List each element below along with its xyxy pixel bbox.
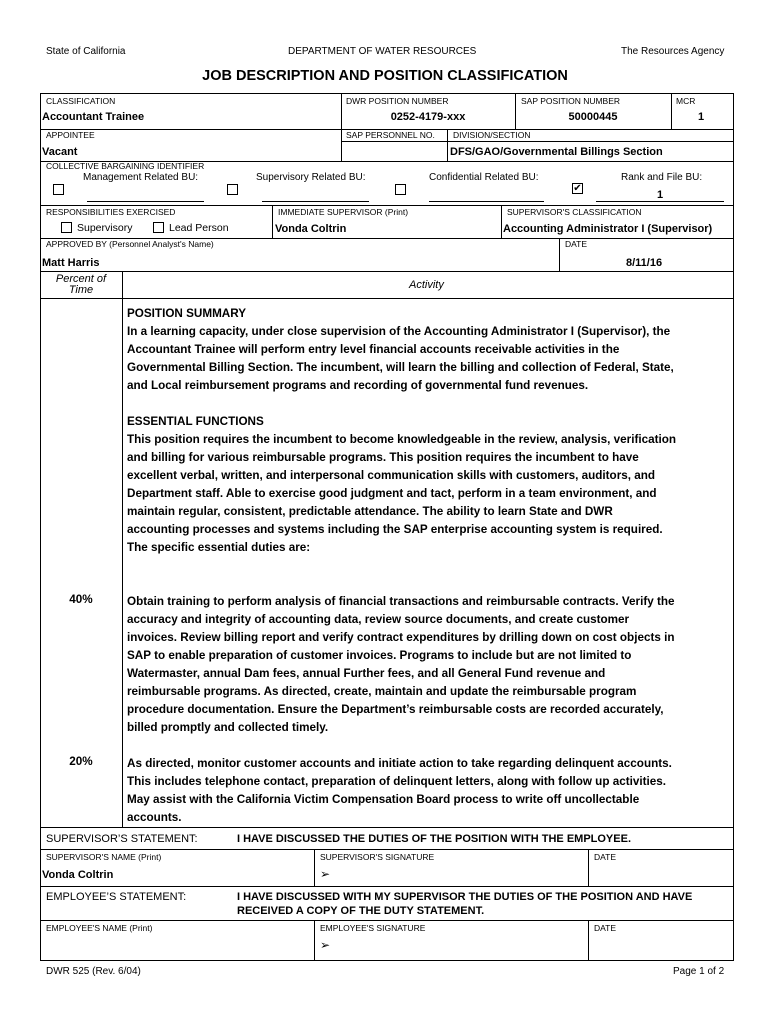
immediate-supervisor-value[interactable]: Vonda Coltrin	[275, 223, 347, 235]
duty-line: As directed, monitor customer accounts and initiate action to take regarding delinquent accounts.	[127, 757, 672, 770]
header-department: DEPARTMENT OF WATER RESOURCES	[288, 46, 477, 57]
duty-line: procedure documentation. Ensure the Department’s reimbursable costs are recorded accurately,	[127, 703, 664, 716]
sap-personnel-label: SAP PERSONNEL NO.	[346, 130, 435, 140]
employee-date-label: DATE	[594, 923, 617, 933]
responsibilities-label: RESPONSIBILITIES EXERCISED	[46, 207, 176, 217]
dwr-position-label: DWR POSITION NUMBER	[346, 96, 449, 106]
mcr-label: MCR	[676, 96, 696, 106]
employee-signature-arrow-icon[interactable]: ➢	[320, 938, 331, 952]
position-summary-heading: POSITION SUMMARY	[127, 307, 247, 320]
approved-date-value[interactable]: 8/11/16	[626, 257, 663, 269]
header-state: State of California	[46, 46, 126, 57]
lead-person-label: Lead Person	[169, 222, 229, 234]
supervisor-classification-label: SUPERVISOR'S CLASSIFICATION	[507, 207, 642, 217]
duty-line: billed promptly and collected timely.	[127, 721, 329, 734]
sap-position-label: SAP POSITION NUMBER	[521, 96, 621, 106]
duty-line: accuracy and integrity of accounting data, review source documents, and create customer	[127, 613, 630, 626]
rank-file-checkbox[interactable]: ✔	[573, 183, 582, 194]
duty-line: Obtain training to perform analysis of financial transactions and reimbursable contracts. Verify the	[127, 595, 675, 608]
supervisor-classification-value[interactable]: Accounting Administrator I (Supervisor)	[503, 223, 713, 235]
supervisory-related-checkbox[interactable]	[227, 184, 238, 195]
supervisor-statement-label: SUPERVISOR’S STATEMENT:	[46, 833, 198, 845]
duty-line: Watermaster, annual Dam fees, annual Further fees, and all General Fund revenue and	[127, 667, 606, 680]
dwr-position-value[interactable]: 0252-4179-xxx	[390, 111, 466, 123]
division-value[interactable]: DFS/GAO/Governmental Billings Section	[450, 146, 663, 158]
employee-statement-text-line1: I HAVE DISCUSSED WITH MY SUPERVISOR THE DUTIES OF THE POSITION AND HAVE	[237, 891, 693, 903]
form-number: DWR 525 (Rev. 6/04)	[46, 966, 141, 977]
classification-value[interactable]: Accountant Trainee	[42, 111, 145, 123]
essential-functions-heading: ESSENTIAL FUNCTIONS	[127, 415, 264, 428]
duty-line: This includes telephone contact, preparation of delinquent letters, along with follow up activities.	[127, 775, 666, 788]
page-number: Page 1 of 2	[673, 966, 725, 977]
immediate-supervisor-label: IMMEDIATE SUPERVISOR (Print)	[278, 207, 409, 217]
management-related-label: Management Related BU:	[83, 172, 199, 183]
duty-line: May assist with the California Victim Compensation Board process to write off uncollectable	[127, 793, 640, 806]
duty-line: accounts.	[127, 811, 182, 824]
percent-header-line1: Percent of	[55, 273, 107, 285]
form-title: JOB DESCRIPTION AND POSITION CLASSIFICATION	[202, 68, 568, 84]
supervisor-date-label: DATE	[594, 852, 617, 862]
supervisor-statement-text: I HAVE DISCUSSED THE DUTIES OF THE POSITION WITH THE EMPLOYEE.	[237, 833, 631, 845]
lead-person-checkbox[interactable]	[153, 222, 164, 233]
supervisor-signature-arrow-icon[interactable]: ➢	[320, 867, 331, 881]
duty-line: SAP to enable preparation of customer invoices. Programs to include but are not limited to	[127, 649, 632, 662]
summary-line: In a learning capacity, under close supervision of the Accounting Administrator I (Supervisor), the	[127, 325, 671, 338]
supervisory-option-label: Supervisory	[77, 222, 133, 234]
essential-line: Department staff. Able to exercise good judgment and tact, perform in a team environment, and	[127, 487, 657, 500]
essential-line: The specific essential duties are:	[127, 541, 311, 554]
summary-line: and Local reimbursement programs and recording of governmental fund revenues.	[127, 379, 589, 392]
duty-percent: 20%	[69, 755, 93, 768]
employee-statement-text-line2: RECEIVED A COPY OF THE DUTY STATEMENT.	[237, 905, 485, 917]
essential-line: maintain regular, consistent, predictable attendance. The ability to learn State and DWR	[127, 505, 613, 518]
duty-line: invoices. Review billing report and verify contract expenditures by drilling down on cost objects in	[127, 631, 675, 644]
approved-date-label: DATE	[565, 239, 588, 249]
employee-name-label: EMPLOYEE'S NAME (Print)	[46, 923, 153, 933]
essential-line: accounting processes and systems including the SAP enterprise accounting system is required.	[127, 523, 663, 536]
appointee-label: APPOINTEE	[46, 130, 95, 140]
summary-line: Accountant Trainee will perform entry level financial accounts receivable activities in the	[127, 343, 620, 356]
confidential-related-checkbox[interactable]	[395, 184, 406, 195]
supervisor-signature-label: SUPERVISOR'S SIGNATURE	[320, 852, 435, 862]
bargaining-label: COLLECTIVE BARGAINING IDENTIFIER	[46, 161, 205, 171]
essential-line: This position requires the incumbent to become knowledgeable in the review, analysis, verification	[127, 433, 677, 446]
rank-file-label: Rank and File BU:	[621, 172, 703, 183]
sap-position-value[interactable]: 50000445	[568, 111, 618, 123]
approved-by-value[interactable]: Matt Harris	[42, 257, 100, 269]
summary-line: Governmental Billing Section. The incumbent, will learn the billing and collection of Federal, State,	[127, 361, 674, 374]
approved-by-label: APPROVED BY (Personnel Analyst's Name)	[46, 239, 214, 249]
duty-percent: 40%	[69, 593, 93, 606]
duty-line: reimbursable programs. As directed, create, maintain and update the reimbursable program	[127, 685, 637, 698]
supervisor-name-label: SUPERVISOR'S NAME (Print)	[46, 852, 162, 862]
supervisory-related-label: Supervisory Related BU:	[256, 172, 366, 183]
rank-file-value[interactable]: 1	[657, 189, 664, 201]
essential-line: excellent verbal, written, and interpersonal communication skills with customers, auditors, and	[127, 469, 656, 482]
mcr-value[interactable]: 1	[697, 111, 705, 123]
appointee-value[interactable]: Vacant	[42, 146, 78, 158]
confidential-related-label: Confidential Related BU:	[429, 172, 539, 183]
supervisory-checkbox[interactable]	[61, 222, 72, 233]
supervisor-name-value[interactable]: Vonda Coltrin	[42, 869, 114, 881]
division-label: DIVISION/SECTION	[453, 130, 531, 140]
activity-header: Activity	[409, 279, 444, 291]
essential-line: and billing for various reimbursable programs. This position requires the incumbent to have	[127, 451, 639, 464]
employee-statement-label: EMPLOYEE’S STATEMENT:	[46, 891, 187, 903]
classification-label: CLASSIFICATION	[46, 96, 116, 106]
header-agency: The Resources Agency	[621, 46, 725, 57]
percent-header-line2: Time	[68, 284, 94, 296]
management-related-checkbox[interactable]	[53, 184, 64, 195]
employee-signature-label: EMPLOYEE'S SIGNATURE	[320, 923, 426, 933]
